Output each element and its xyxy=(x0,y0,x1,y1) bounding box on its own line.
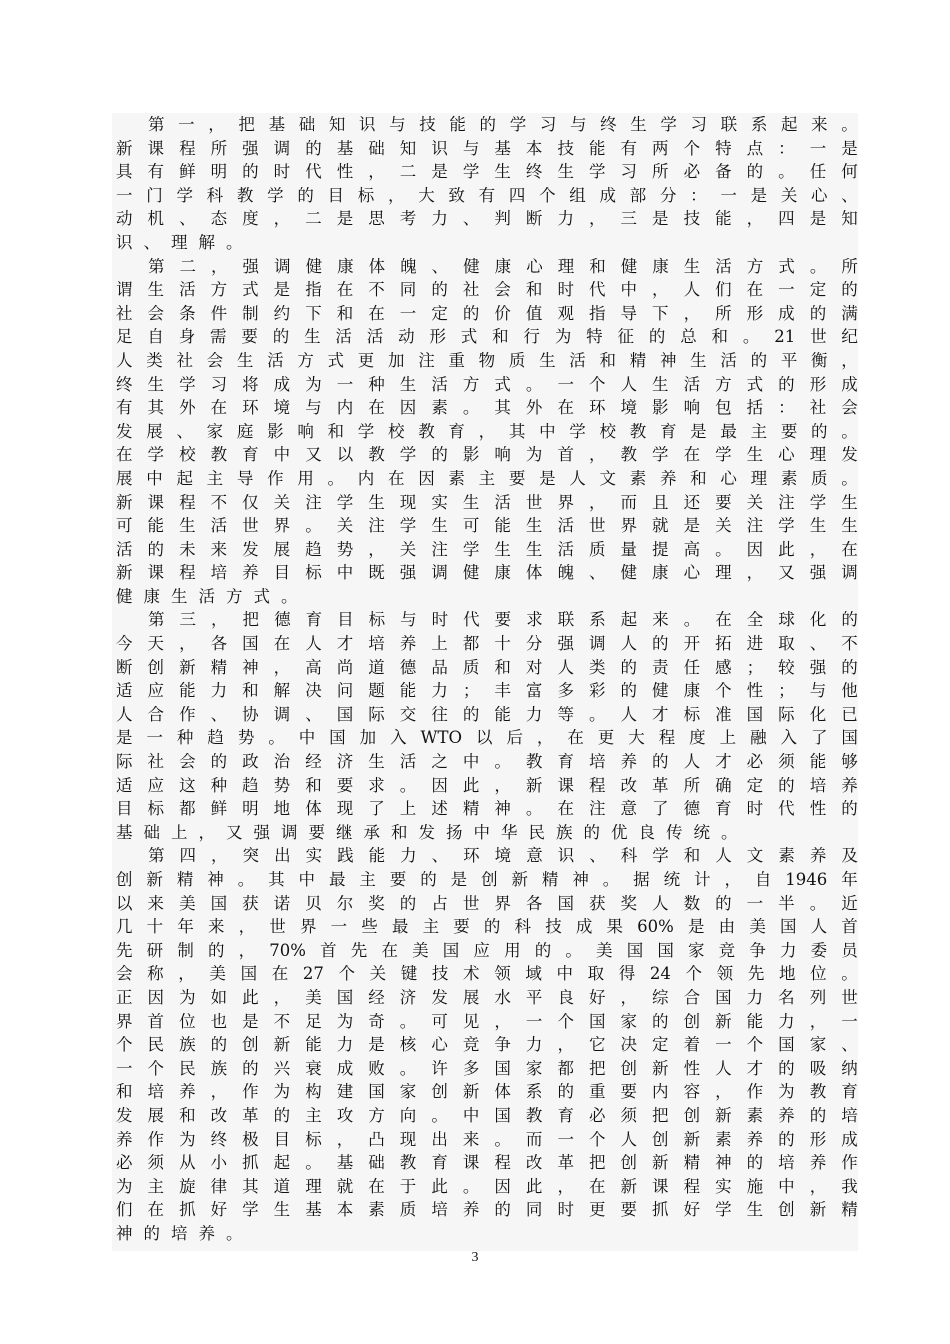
text-line: 是 一 种 趋 势 。 中 国 加 入 WTO 以 后 ， 在 更 大 程 度 上 融 入 了 国 xyxy=(116,728,858,748)
text-line: 以 来 美 国 获 诺 贝 尔 奖 的 占 世 界 各 国 获 奖 人 数 的 一 半 。 近 xyxy=(116,893,858,913)
text-line: 为 主 旋 律 其 道 理 就 在 于 此 。 因 此 ， 在 新 课 程 实 施 中 ， 我 xyxy=(116,1176,858,1196)
text-line: 新 课 程 培 养 目 标 中 既 强 调 健 康 体 魄 、 健 康 心 理 ， 又 强 调 xyxy=(116,563,858,583)
text-line: 新 课 程 所 强 调 的 基 础 知 识 与 基 本 技 能 有 两 个 特 点 ： 一 是 xyxy=(116,138,858,158)
text-line: 人 合 作 、 协 调 、 国 际 交 往 的 能 力 等 。 人 才 标 准 国 际 化 已 xyxy=(116,704,858,724)
text-line: 识 、 理 解 。 xyxy=(116,232,254,252)
text-line: 适 应 这 种 趋 势 和 要 求 。 因 此 ， 新 课 程 改 革 所 确 定 的 培 养 xyxy=(116,775,858,795)
text-line: 社 会 条 件 制 约 下 和 在 一 定 的 价 值 观 指 导 下 ， 所 形 成 的 满 xyxy=(116,303,858,323)
text-line: 几 十 年 来 ， 世 界 一 些 最 主 要 的 科 技 成 果 60% 是 由 美 国 人 首 xyxy=(116,917,858,937)
text-line: 必 须 从 小 抓 起 。 基 础 教 育 课 程 改 革 把 创 新 精 神 的 培 养 作 xyxy=(116,1153,858,1173)
text-line: 具 有 鲜 明 的 时 代 性 ， 二 是 学 生 终 生 学 习 所 必 备 的 。 任 何 xyxy=(116,162,858,182)
text-line: 和 培 养 ， 作 为 构 建 国 家 创 新 体 系 的 重 要 内 容 ， 作 为 教 育 xyxy=(116,1082,858,1102)
document-body xyxy=(112,113,858,1251)
text-line: 一 个 民 族 的 兴 衰 成 败 。 许 多 国 家 都 把 创 新 性 人 才 的 吸 纳 xyxy=(116,1058,858,1078)
text-line: 在 学 校 教 育 中 又 以 教 学 的 影 响 为 首 ， 教 学 在 学 生 心 理 发 xyxy=(116,445,858,465)
text-line: 先 研 制 的 ， 70% 首 先 在 美 国 应 用 的 。 美 国 国 家 竞 争 力 委 员 xyxy=(116,940,858,960)
text-line: 基 础 上 ， 又 强 调 要 继 承 和 发 扬 中 华 民 族 的 优 良 传 统 。 xyxy=(116,822,749,842)
text-line: 们 在 抓 好 学 生 基 本 素 质 培 养 的 同 时 更 要 抓 好 学 生 创 新 精 xyxy=(116,1200,858,1220)
text-line: 适 应 能 力 和 解 决 问 题 能 力 ； 丰 富 多 彩 的 健 康 个 性 ； 与 他 xyxy=(116,681,858,701)
text-line: 个 民 族 的 创 新 能 力 是 核 心 竞 争 力 ， 它 决 定 着 一 个 国 家 、 xyxy=(116,1035,858,1055)
text-line: 界 首 位 也 是 不 足 为 奇 。 可 见 ， 一 个 国 家 的 创 新 能 力 ， 一 xyxy=(116,1011,858,1031)
text-line: 一 门 学 科 教 学 的 目 标 ， 大 致 有 四 个 组 成 部 分 ： 一 是 关 心 、 xyxy=(116,185,858,205)
text-line: 养 作 为 终 极 目 标 ， 凸 现 出 来 。 而 一 个 人 创 新 素 养 的 形 成 xyxy=(116,1129,858,1149)
text-line: 可 能 生 活 世 界 。 关 注 学 生 可 能 生 活 世 界 就 是 关 注 学 生 生 xyxy=(116,516,858,536)
text-line: 发 展 、 家 庭 影 响 和 学 校 教 育 ， 其 中 学 校 教 育 是 最 主 要 的 。 xyxy=(116,421,858,441)
text-line: 会 称 ， 美 国 在 27 个 关 键 技 术 领 域 中 取 得 24 个 领 先 地 位 。 xyxy=(116,964,858,984)
text-line: 际 社 会 的 政 治 经 济 生 活 之 中 。 教 育 培 养 的 人 才 必 须 能 够 xyxy=(116,752,858,772)
text-line: 发 展 和 改 革 的 主 攻 方 向 。 中 国 教 育 必 须 把 创 新 素 养 的 培 xyxy=(116,1105,858,1125)
text-line: 创 新 精 神 。 其 中 最 主 要 的 是 创 新 精 神 。 据 统 计 ， 自 1946 年 xyxy=(116,870,858,889)
text-line: 谓 生 活 方 式 是 指 在 不 同 的 社 会 和 时 代 中 ， 人 们 在 一 定 的 xyxy=(116,280,858,300)
text-line: 足 自 身 需 要 的 生 活 活 动 形 式 和 行 为 特 征 的 总 和 。 21 世 纪 xyxy=(116,327,858,347)
page-number: 3 xyxy=(471,1250,479,1265)
text-line: 活 的 未 来 发 展 趋 势 ， 关 注 学 生 生 活 质 量 提 高 。 因 此 ， 在 xyxy=(116,539,858,559)
text-line: 展 中 起 主 导 作 用 。 内 在 因 素 主 要 是 人 文 素 养 和 心 理 素 质 。 xyxy=(116,468,858,488)
text-line: 健 康 生 活 方 式 。 xyxy=(116,586,309,606)
text-line: 今 天 ， 各 国 在 人 才 培 养 上 都 十 分 强 调 人 的 开 拓 进 取 、 不 xyxy=(116,634,858,654)
text-line: 新 课 程 不 仅 关 注 学 生 现 实 生 活 世 界 ， 而 且 还 要 关 注 学 生 xyxy=(116,492,858,512)
text-line: 第 二 ， 强 调 健 康 体 魄 、 健 康 心 理 和 健 康 生 活 方 式 。 所 xyxy=(148,256,858,276)
text-line: 第 一 ， 把 基 础 知 识 与 技 能 的 学 习 与 终 生 学 习 联 系 起 来 。 xyxy=(148,115,858,134)
text-line: 第 三 ， 把 德 育 目 标 与 时 代 要 求 联 系 起 来 。 在 全 球 化 的 xyxy=(148,610,858,630)
text-line: 第 四 ， 突 出 实 践 能 力 、 环 境 意 识 、 科 学 和 人 文 素 养 及 xyxy=(148,846,858,866)
text-line: 断 创 新 精 神 ， 高 尚 道 德 品 质 和 对 人 类 的 责 任 感 ； 较 强 的 xyxy=(116,657,858,677)
text-line: 目 标 都 鲜 明 地 体 现 了 上 述 精 神 。 在 注 意 了 德 育 时 代 性 的 xyxy=(116,799,858,819)
text-line: 正 因 为 如 此 ， 美 国 经 济 发 展 水 平 良 好 ， 综 合 国 力 名 列 世 xyxy=(116,987,858,1007)
text-line: 有 其 外 在 环 境 与 内 在 因 素 。 其 外 在 环 境 影 响 包 括 ： 社 会 xyxy=(116,398,858,418)
text-line: 动 机 、 态 度 ， 二 是 思 考 力 、 判 断 力 ， 三 是 技 能 ， 四 是 知 xyxy=(116,209,858,229)
text-line: 人 类 社 会 生 活 方 式 更 加 注 重 物 质 生 活 和 精 神 生 活 的 平 衡 ， xyxy=(116,350,858,370)
text-line: 终 生 学 习 将 成 为 一 种 生 活 方 式 。 一 个 人 生 活 方 式 的 形 成 xyxy=(116,374,858,394)
text-line: 神 的 培 养 。 xyxy=(116,1223,254,1243)
